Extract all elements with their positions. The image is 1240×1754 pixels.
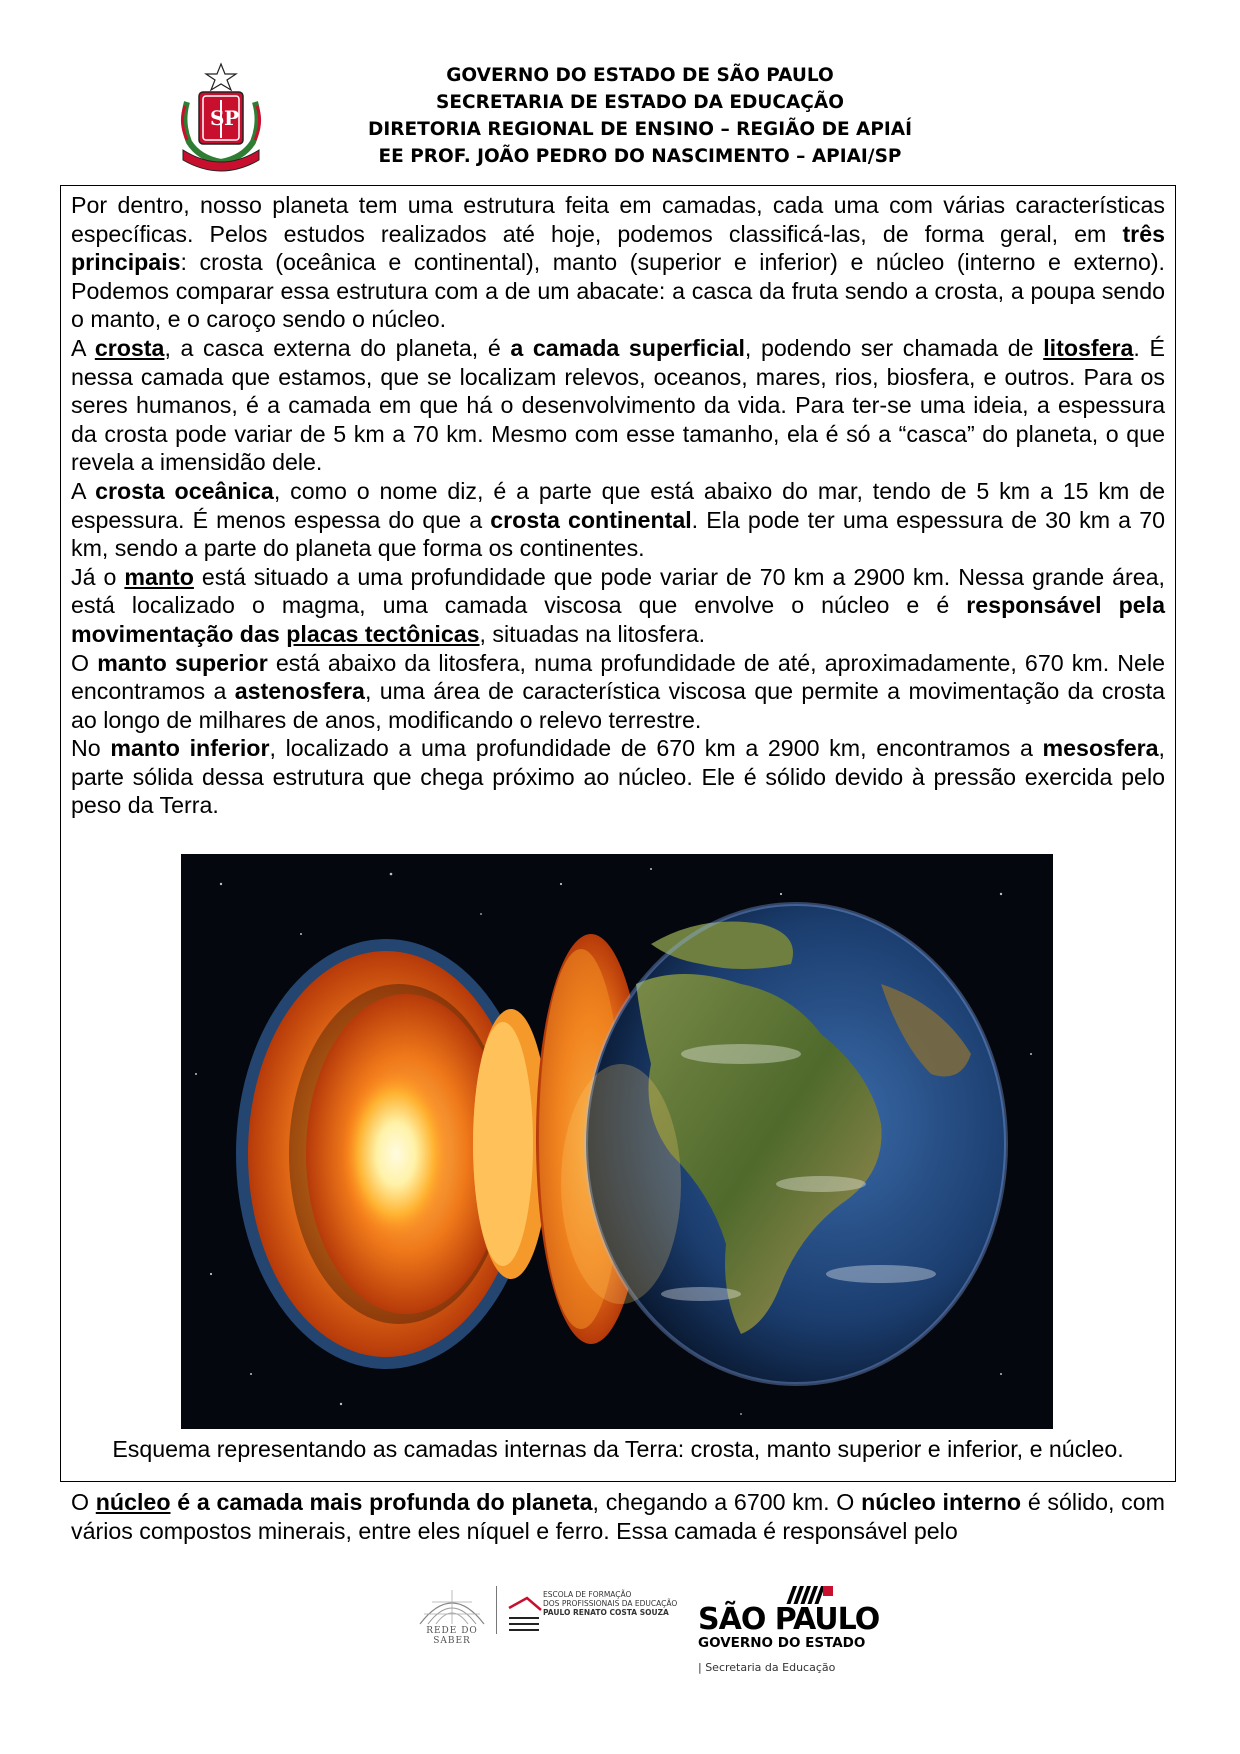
paragraph-manto-superior [71,649,1165,735]
emphasis-responsavel: responsável pela movimentação das [71,592,1165,647]
term-litosfera: litosfera [1043,334,1134,361]
sao-paulo-title: SÃO PAULO [698,1602,880,1637]
page-footer [0,1580,1240,1690]
text-span: , podendo ser chamada de [744,334,1044,361]
paragraph-crosta [71,334,1165,477]
governo-do-estado-text: GOVERNO DO ESTADO [698,1635,866,1651]
efape-line-1: ESCOLA DE FORMAÇÃO [543,1590,632,1599]
text-span: está abaixo da litosfera, numa profundidade de até, aproximadamente, 670 km. Nele encontramos a [71,649,1165,705]
text-span: : crosta (oceânica e continental), manto (superior e inferior) e núcleo (interno e externo). Podemos comparar essa estrutura com a de um abacate: a casca da fruta sendo a crosta, a poupa sendo o manto, e o caroço sendo o núcleo. [71,249,1165,333]
term-placas-tectonicas: placas tectônicas [286,620,480,647]
emphasis-camada-superficial: a camada superficial [510,334,745,361]
text-span: , a casca externa do planeta, é [164,334,511,361]
text-span: está situado a uma profundidade que pode variar de 70 km a 2900 km. Nessa grande área, está localizado o magma, uma camada viscosa que envolve o núcleo e é [71,563,1165,619]
text-span: é sólido, com vários compostos minerais, entre eles níquel e ferro. Essa camada é responsável pelo [71,1489,1165,1544]
paragraph-manto-inferior [71,734,1165,820]
term-crosta-continental: crosta continental [490,506,692,533]
crest-letter-p: P [224,106,240,130]
text-span: Já o [71,563,125,590]
secretaria-educacao-text: | Secretaria da Educação [698,1661,836,1674]
text-span: Por dentro, nosso planeta tem uma estrutura feita em camadas, cada uma com várias características específicas. Pelos estudos realizados até hoje, podemos classificá-las, de forma geral, em [71,192,1165,247]
efape-line-3: PAULO RENATO COSTA SOUZA [543,1608,669,1617]
footer-divider [496,1586,497,1634]
header-title-block [300,62,980,170]
text-span: , como o nome diz, é a parte que está abaixo do mar, tendo de 5 km a 15 km de espessura. É menos espessa do que a [71,477,1165,533]
rede-do-saber-text: REDE DO SABER [426,1626,478,1646]
term-crosta: crosta [94,334,165,361]
crest-letter-s: S [210,106,225,130]
main-text [71,191,1165,820]
paragraph-manto [71,563,1165,649]
term-manto: manto [124,563,194,590]
content-box [60,185,1176,1544]
term-nucleo: núcleo [95,1489,171,1515]
text-span: , situadas na litosfera. [479,620,706,647]
text-span: , uma área de característica viscosa que permite a movimentação da crosta ao longo de milhares de anos, modificando o relevo terrestre. [71,678,1166,733]
text-span: . É nessa camada que estamos, que se localizam relevos, oceanos, mares, rios, biosfera, e outros. Para os seres humanos, é a camada em que há o desenvolvimento da vida. Para ter-se uma ideia, a espessura da crosta pode variar de 5 km a 70 km. Mesmo com esse tamanho, ela é só a “casca” do planeta, o que revela a imensidão dele. [71,334,1165,476]
text-span: A [71,334,95,361]
text-span: No [71,735,111,762]
figure-caption: Esquema representando as camadas internas da Terra: crosta, manto superior e inferior, e núcleo. [112,1436,1124,1462]
text-span: , chegando a 6700 km. O [592,1489,862,1515]
text-span: . Ela pode ter uma espessura de 30 km a 70 km, sendo a parte do planeta que forma os continentes. [71,506,1165,562]
term-manto-superior: manto superior [97,649,268,676]
header-line-government: GOVERNO DO ESTADO DE SÃO PAULO [446,65,834,86]
nucleo-text [71,1488,1165,1545]
emphasis-camada-mais-profunda: é a camada mais profunda do planeta [170,1489,593,1515]
earth-layers-illustration-icon [181,854,1053,1429]
text-span: A [71,477,96,504]
header-line-school: EE PROF. JOÃO PEDRO DO NASCIMENTO – APIAI/SP [378,146,902,167]
text-span: O [71,649,98,676]
paragraph-intro [71,191,1165,334]
efape-text [543,1590,677,1617]
term-astenosfera: astenosfera [234,678,365,705]
sao-paulo-coat-of-arms-icon [175,62,267,174]
header-line-secretariat: SECRETARIA DE ESTADO DA EDUCAÇÃO [436,92,844,113]
header-line-regional-board: DIRETORIA REGIONAL DE ENSINO – REGIÃO DE APIAÍ [368,119,912,140]
earth-layers-figure [181,854,1053,1429]
paragraph-crosta-oceanica [71,477,1165,563]
efape-line-2: DOS PROFISSIONAIS DA EDUCAÇÃO [543,1599,678,1608]
text-span: , parte sólida dessa estrutura que chega próximo ao núcleo. Ele é sólido devido à pressão exercida pelo peso da Terra. [71,735,1165,819]
term-manto-inferior: manto inferior [110,735,270,762]
emphasis-tres-principais: três principais [71,220,1165,276]
page-header [0,60,1240,180]
text-span: , localizado a uma profundidade de 670 km a 2900 km, encontramos a [269,735,1043,762]
term-nucleo-interno: núcleo interno [861,1489,1022,1515]
paragraph-nucleo [71,1488,1165,1545]
term-crosta-oceanica: crosta oceânica [95,477,274,504]
text-span: O [71,1489,96,1515]
term-mesosfera: mesosfera [1042,735,1159,762]
